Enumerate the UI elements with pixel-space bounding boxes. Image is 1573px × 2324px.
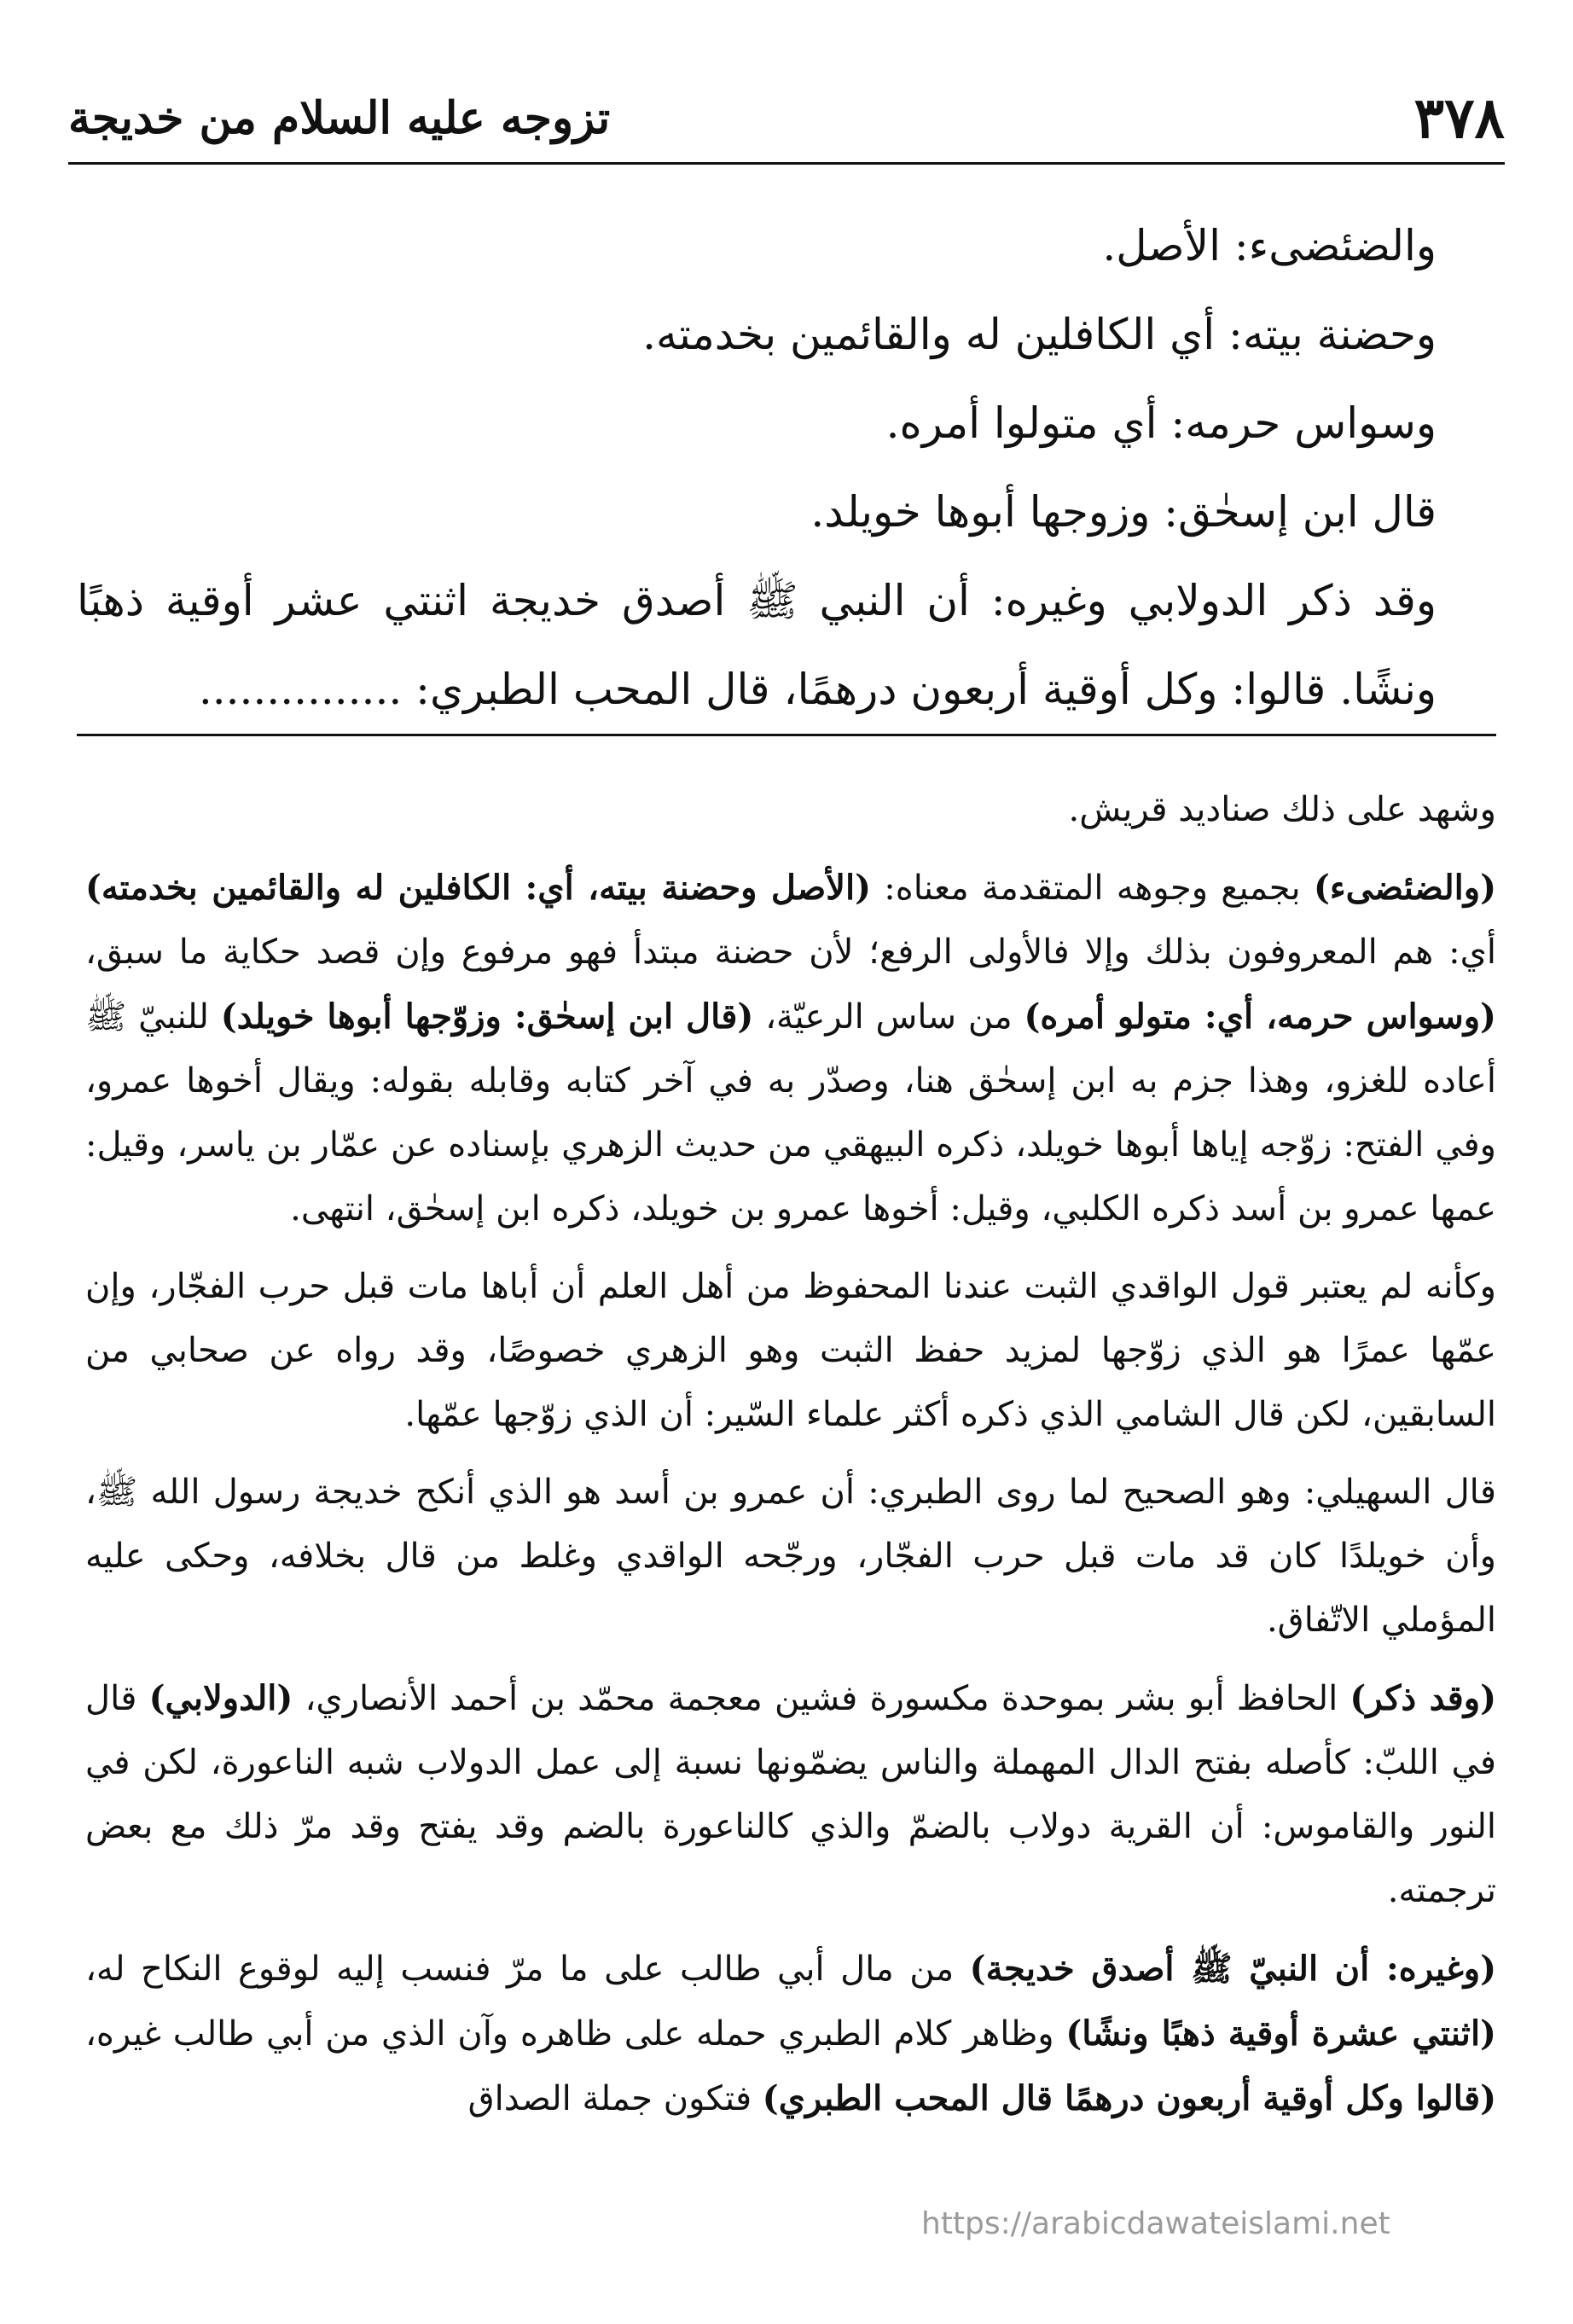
commentary-paragraph: وكأنه لم يعتبر قول الواقدي الثبت عندنا المحفوظ من أهل العلم أن أباها مات قبل حرب الفجّار، وإن عمّها عمرًا هو الذي زوّجها لمزيد حفظ الثبت وهو الزهري خصوصًا، وقد رواه عن صحابي من السابقين، لكن قال الشامي الذي ذكره أكثر علماء السّير: أن الذي زوّجها عمّها. [85,1267,1496,1434]
commentary-text-run: للنبيّ ﷺ أعاده للغزو، وهذا جزم به ابن إسحٰق هنا، وصدّر به في آخر كتابه وقابله بقوله: ويقال أخوها عمرو، وفي الفتح: زوّجه إياها أبوها خويلد، ذكره البيهقي من حديث الزهري بإسناده عن عمّار بن ياسر، وقيل: عمها عمرو بن أسد ذكره الكلبي، وقيل: أخوها عمرو بن خويلد، ذكره ابن إسحٰق، انتهى. [85,997,1496,1229]
commentary-text-run: أي: هم المعروفون بذلك وإلا فالأولى الرفع؛ لأن حضنة مبتدأ فهو مرفوع وإن قصد حكاية ما سبق، [85,933,1496,972]
commentary-text-run: من ساس الرعيّة، [753,997,1024,1037]
quoted-phrase: (قال ابن إسحٰق: وزوّجها أبوها خويلد) [220,996,754,1037]
page-number: ٣٧٨ [1413,84,1505,151]
commentary-text-run: قال في اللبّ: كأصله بفتح الدال المهملة والناس يضمّونها نسبة إلى عمل الدولاب شبه الناعورة، لكن في النور والقاموس: أن القرية دولاب بالضمّ والذي كالناعورة بالضم وقد يفتح وقد مرّ ذلك مع بعض ترجمته. [85,1679,1496,1910]
quoted-phrase: (وغيره: أن النبيّ ﷺ أصدق خديجة) [969,1949,1496,1989]
matn-line: والضئضىء: الأصل. [1102,221,1437,270]
watermark-url: https://arabicdawateislami.net [921,2206,1390,2241]
page-header [68,73,1505,165]
main-text [77,201,1437,734]
quoted-phrase: (الأصل وحضنة بيته، أي: الكافلين له والقائمين بخدمته) [85,868,872,908]
commentary-paragraph [85,1666,1496,1923]
matn-line: قال ابن إسحٰق: وزوجها أبوها خويلد. [810,487,1437,537]
running-title: تزوجه عليه السلام من خديجة [68,91,611,144]
commentary-paragraph [85,856,1496,1241]
quoted-phrase: (والضئضىء) [1313,868,1496,908]
quoted-phrase: (وقد ذكر) [1350,1678,1497,1718]
commentary-text-run: وظاهر كلام الطبري حمله على ظاهره وآن الذي من أبي طالب غيره، [85,2014,1066,2054]
matn-line: وسواس حرمه: أي متولوا أمره. [885,398,1437,448]
commentary-text-run: فتكون جملة الصداق [467,2079,763,2118]
commentary-text [85,778,1496,2145]
text-separator-line [77,734,1496,736]
matn-line: وحضنة بيته: أي الكافلين له والقائمين بخدمته. [642,310,1437,359]
quoted-phrase: (اثنتي عشرة أوقية ذهبًا ونشًا) [1065,2013,1496,2054]
commentary-paragraph [85,1937,1496,2131]
commentary-text-run: بجميع وجوهه المتقدمة معناه: [871,869,1314,908]
commentary-paragraph: وشهد على ذلك صناديد قريش. [1068,790,1496,829]
matn-line: وقد ذكر الدولابي وغيره: أن النبي ﷺ أصدق خديجة اثنتي عشر أوقية ذهبًا ونشًا. قالوا: وكل أوقية أربعون درهمًا، قال المحب الطبري: ............... [77,576,1437,714]
quoted-phrase: (وسواس حرمه، أي: متولو أمره) [1024,996,1496,1037]
quoted-phrase: (الدولابي) [148,1678,293,1718]
quoted-phrase: (قالوا وكل أوقية أربعون درهمًا قال المحب الطبري) [762,2078,1496,2118]
commentary-text-run: من مال أبي طالب على ما مرّ فنسب إليه لوقوع النكاح له، [85,1949,970,1989]
commentary-paragraph: قال السهيلي: وهو الصحيح لما روى الطبري: أن عمرو بن أسد هو الذي أنكح خديجة رسول الله ﷺ، وأن خويلدًا كان قد مات قبل حرب الفجّار، ورجّحه الواقدي وغلط من قال بخلافه، وحكى عليه المؤملي الاتّفاق. [85,1473,1496,1640]
commentary-text-run: الحافظ أبو بشر بموحدة مكسورة فشين معجمة محمّد بن أحمد الأنصاري، [293,1679,1350,1718]
